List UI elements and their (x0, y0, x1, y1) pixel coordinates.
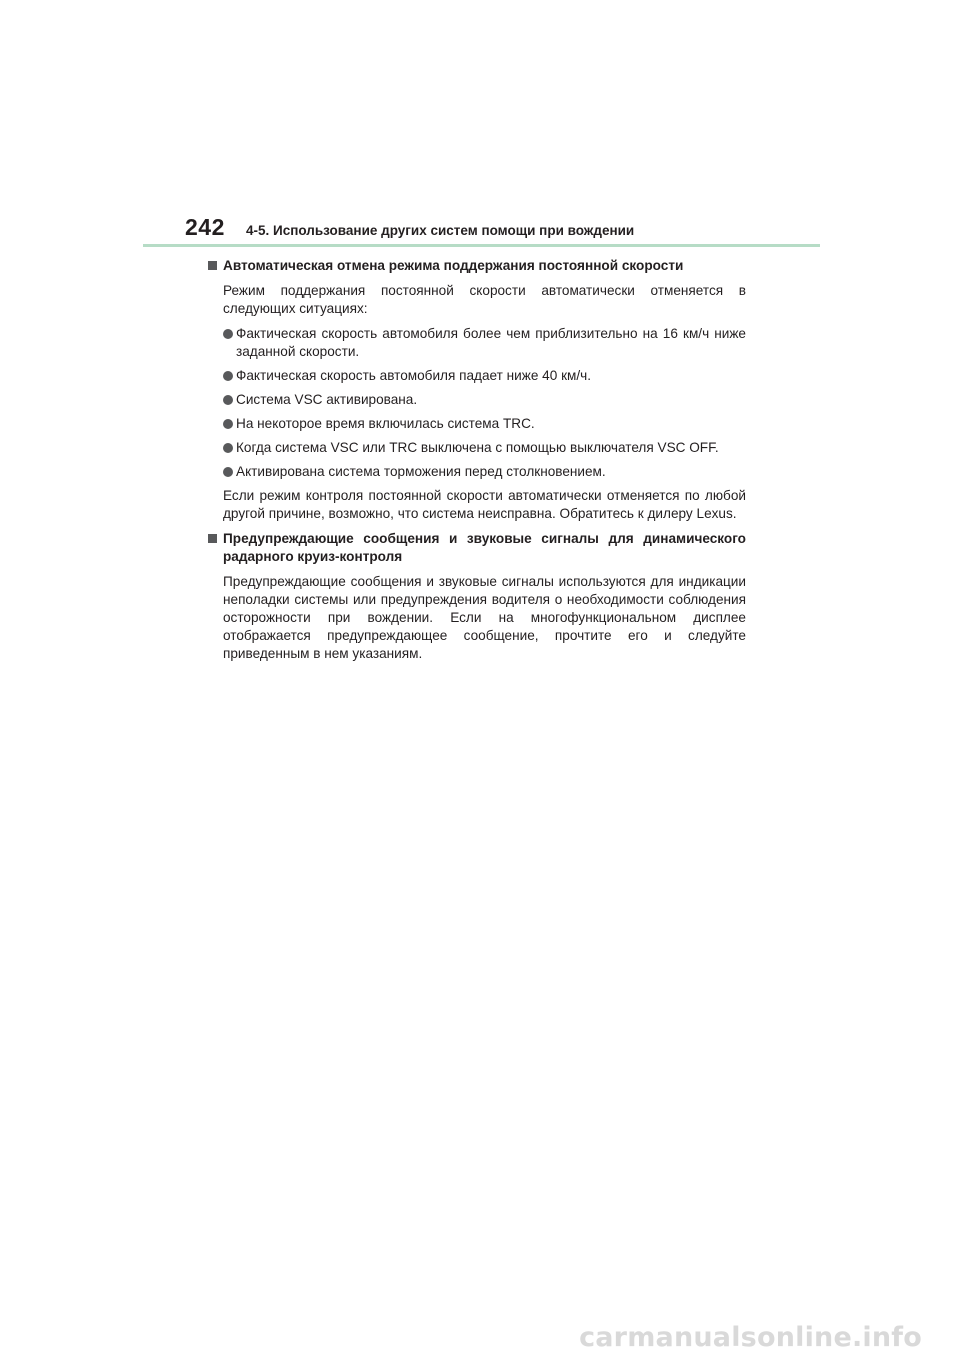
paragraph: Если режим контроля постоянной скорости автоматически отменяется по любой другой причине, возможно, что система неисправна. Обратитесь к дилеру Lexus. (223, 488, 746, 521)
page-number: 242 (185, 214, 225, 240)
circle-bullet-icon (223, 371, 233, 381)
list-item (223, 415, 746, 433)
square-bullet-icon (208, 534, 217, 543)
paragraph: Предупреждающие сообщения и звуковые сигналы используются для индикации неполадки системы или предупреждения водителя о необходимости соблюдения осторожности при вождении. Если на многофункциональном дисплее отображается предупреждающее сообщение, прочтите его и следуйте приведенным в нем указаниям. (223, 574, 746, 661)
section-heading (208, 257, 746, 275)
page-content (208, 257, 746, 670)
header-divider (143, 244, 820, 247)
watermark-text: carmanualsonline.info (579, 1322, 922, 1353)
list-item (223, 463, 746, 481)
list-item-text: На некоторое время включилась система TRC. (236, 416, 535, 431)
list-item (223, 367, 746, 385)
list-item-text: Активирована система торможения перед столкновением. (236, 464, 606, 479)
paragraph: Режим поддержания постоянной скорости автоматически отменяется в следующих ситуациях: (223, 283, 746, 316)
section-heading (208, 530, 746, 566)
circle-bullet-icon (223, 443, 233, 453)
heading-text: Автоматическая отмена режима поддержания постоянной скорости (223, 258, 684, 273)
circle-bullet-icon (223, 467, 233, 477)
list-item (223, 439, 746, 457)
section-title: 4-5. Использование других систем помощи при вождении (246, 223, 635, 238)
list-item (223, 391, 746, 409)
square-bullet-icon (208, 261, 217, 270)
circle-bullet-icon (223, 329, 233, 339)
list-item-text: Система VSC активирована. (236, 392, 418, 407)
page-header (0, 216, 960, 246)
watermark (0, 1316, 960, 1358)
list-item (223, 325, 746, 361)
list-item-text: Когда система VSC или TRC выключена с помощью выключателя VSC OFF. (236, 440, 719, 455)
circle-bullet-icon (223, 419, 233, 429)
list-item-text: Фактическая скорость автомобиля более чем приблизительно на 16 км/ч ниже заданной скорости. (236, 326, 746, 359)
list-item-text: Фактическая скорость автомобиля падает ниже 40 км/ч. (236, 368, 592, 383)
circle-bullet-icon (223, 395, 233, 405)
heading-text: Предупреждающие сообщения и звуковые сигналы для динамического радарного круиз-контроля (223, 531, 746, 564)
